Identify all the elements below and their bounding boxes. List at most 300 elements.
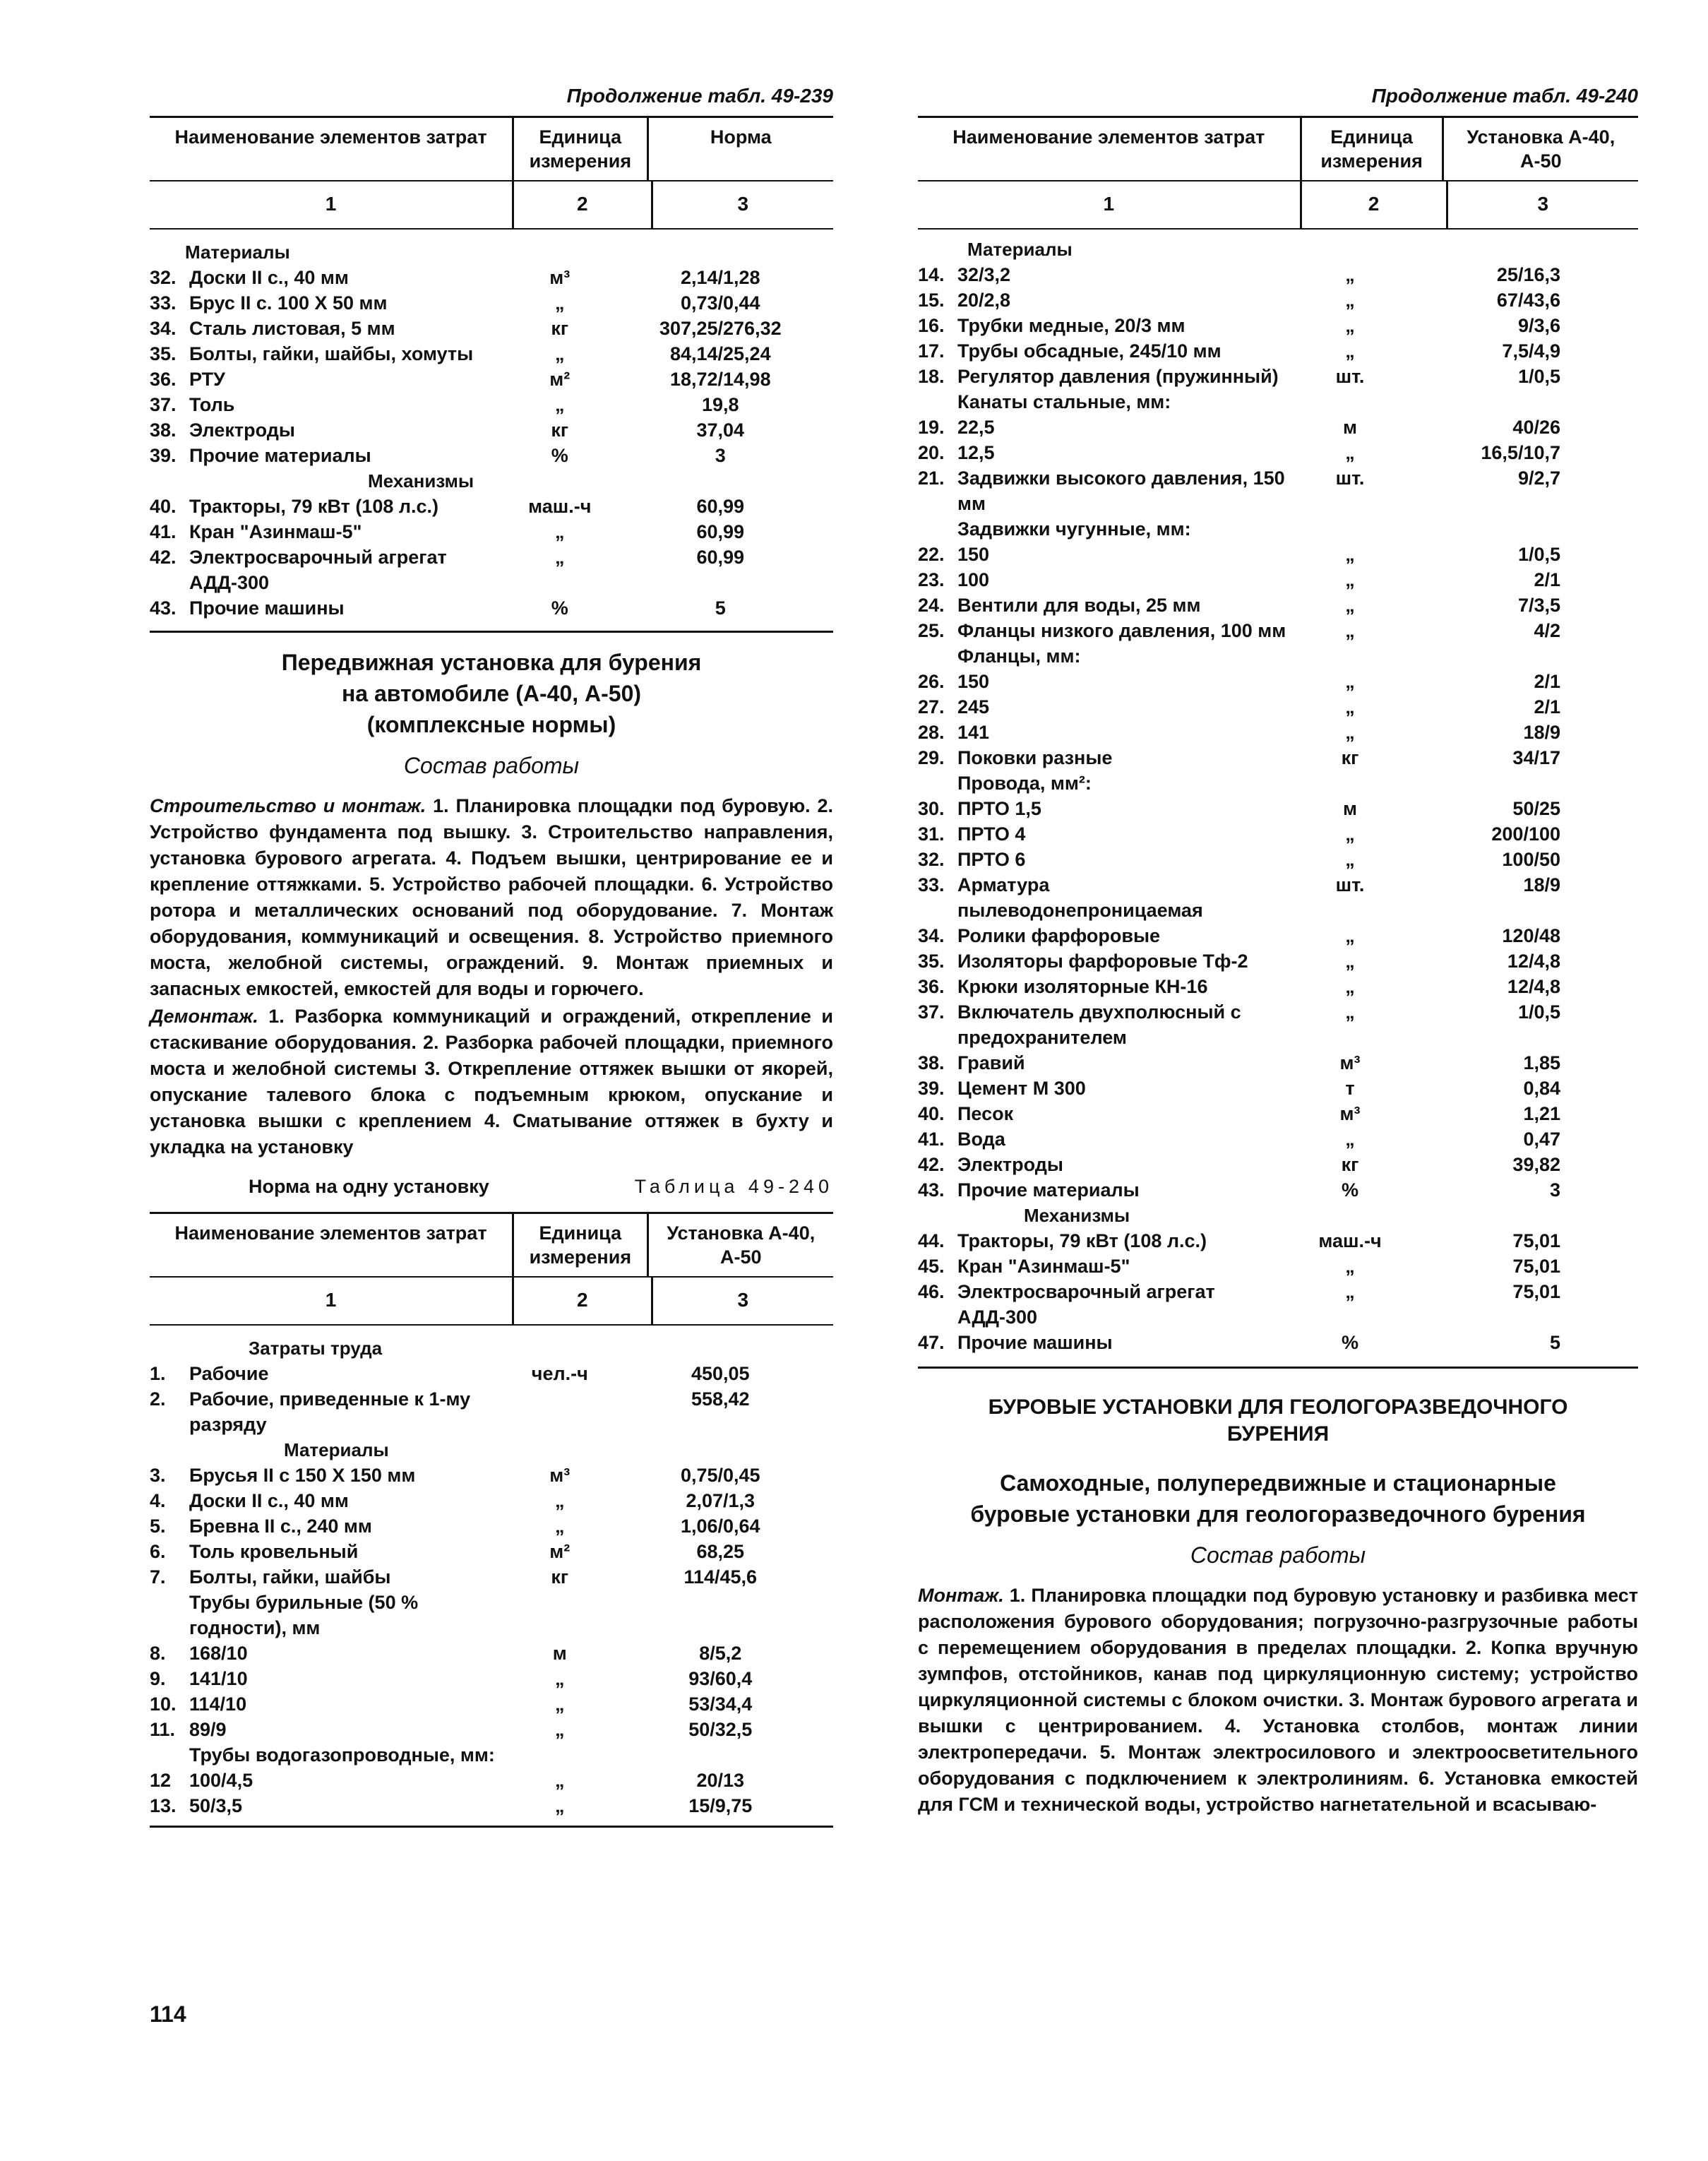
row-name: Доски II с., 40 мм bbox=[189, 267, 349, 288]
row-value: 60,99 bbox=[696, 496, 745, 517]
row-unit: „ bbox=[555, 1668, 565, 1689]
table-row bbox=[918, 923, 1638, 948]
row-number: 47. bbox=[918, 1332, 945, 1353]
col-number: 3 bbox=[737, 1289, 749, 1311]
row-unit: т bbox=[1345, 1078, 1355, 1099]
row-name: Цемент М 300 bbox=[957, 1078, 1086, 1099]
row-value: 0,47 bbox=[1523, 1129, 1560, 1150]
row-name: Арматура пылеводонепроницаемая bbox=[957, 874, 1203, 921]
row-value: 93/60,4 bbox=[688, 1668, 753, 1689]
row-value: 1,85 bbox=[1523, 1052, 1560, 1073]
row-number: 4. bbox=[150, 1490, 166, 1511]
row-number: 38. bbox=[150, 419, 177, 441]
row-number: 19. bbox=[918, 417, 945, 438]
row-name: Трубы бурильные (50 % годности), мм bbox=[189, 1592, 419, 1638]
chapter-title-line: БУРОВЫЕ УСТАНОВКИ ДЛЯ ГЕОЛОГОРАЗВЕДОЧНОГО bbox=[988, 1395, 1568, 1419]
paragraph-lead: Монтаж. bbox=[918, 1585, 1004, 1606]
row-value: 4/2 bbox=[1534, 620, 1560, 641]
row-number: 22. bbox=[918, 544, 945, 565]
table-row bbox=[918, 1228, 1638, 1254]
row-name: Гравий bbox=[957, 1052, 1025, 1073]
row-unit: „ bbox=[1345, 951, 1355, 972]
row-value: 5 bbox=[715, 597, 726, 619]
row-value: 7,5/4,9 bbox=[1502, 340, 1560, 362]
row-name: Тракторы, 79 кВт (108 л.с.) bbox=[957, 1230, 1207, 1251]
paragraph-lead: Демонтаж. bbox=[150, 1006, 258, 1027]
table-row bbox=[150, 544, 833, 595]
table-row bbox=[918, 745, 1638, 770]
row-value: 18,72/14,98 bbox=[669, 369, 771, 390]
row-number: 27. bbox=[918, 696, 945, 718]
table-body bbox=[918, 230, 1638, 1355]
row-name: 150 bbox=[957, 544, 990, 565]
table-row bbox=[918, 1050, 1638, 1076]
row-name: Толь кровельный bbox=[189, 1541, 359, 1562]
row-name: 141 bbox=[957, 722, 990, 743]
row-value: 3 bbox=[1549, 1179, 1560, 1201]
table2-header bbox=[150, 1214, 833, 1276]
row-value: 558,42 bbox=[691, 1388, 750, 1410]
row-number: 41. bbox=[918, 1129, 945, 1150]
row-number: 9. bbox=[150, 1668, 166, 1689]
row-number bbox=[150, 1590, 189, 1641]
paragraph-construction bbox=[150, 793, 833, 1002]
row-value: 34/17 bbox=[1512, 747, 1560, 768]
row-number: 43. bbox=[150, 597, 177, 619]
table-row bbox=[150, 443, 833, 468]
row-number: 3. bbox=[150, 1465, 166, 1486]
work-composition-title: Состав работы bbox=[1190, 1542, 1366, 1568]
row-name: 12,5 bbox=[957, 442, 995, 463]
row-value: 50/25 bbox=[1512, 798, 1560, 819]
row-value: 25/16,3 bbox=[1496, 264, 1560, 285]
row-name: 141/10 bbox=[189, 1668, 248, 1689]
left-column bbox=[150, 85, 833, 1828]
row-value: 18/9 bbox=[1523, 722, 1560, 743]
section-heading: Механизмы bbox=[367, 470, 474, 492]
table-row bbox=[918, 720, 1638, 745]
table-row bbox=[918, 948, 1638, 974]
row-number: 35. bbox=[918, 951, 945, 972]
section-heading: Механизмы bbox=[1024, 1205, 1130, 1226]
row-name: 245 bbox=[957, 696, 990, 718]
row-value: 8/5,2 bbox=[699, 1643, 742, 1664]
row-value bbox=[1400, 389, 1638, 415]
table-row bbox=[918, 847, 1638, 872]
table-row bbox=[918, 1279, 1638, 1330]
row-number: 8. bbox=[150, 1643, 166, 1664]
row-unit: маш.-ч bbox=[528, 496, 592, 517]
row-unit: „ bbox=[555, 547, 565, 568]
table-row bbox=[150, 1539, 833, 1564]
row-name: ПРТО 6 bbox=[957, 849, 1026, 870]
row-value bbox=[1400, 770, 1638, 796]
row-value: 37,04 bbox=[696, 419, 745, 441]
table-row bbox=[150, 1742, 833, 1768]
row-number: 39. bbox=[918, 1078, 945, 1099]
row-number: 40. bbox=[150, 496, 177, 517]
row-name: Брусья II с 150 X 150 мм bbox=[189, 1465, 416, 1486]
table-row bbox=[150, 1717, 833, 1742]
row-name: 32/3,2 bbox=[957, 264, 1011, 285]
row-value: 40/26 bbox=[1512, 417, 1560, 438]
row-unit: „ bbox=[1345, 823, 1355, 845]
paragraph-installation bbox=[918, 1583, 1638, 1818]
row-number: 41. bbox=[150, 521, 177, 542]
row-name: Крюки изоляторные КН-16 bbox=[957, 976, 1208, 997]
row-unit: „ bbox=[1345, 671, 1355, 692]
row-name: Песок bbox=[957, 1103, 1014, 1124]
row-unit: „ bbox=[1345, 976, 1355, 997]
row-number: 33. bbox=[150, 292, 177, 314]
table-row bbox=[150, 1691, 833, 1717]
section-heading: Материалы bbox=[967, 239, 1073, 260]
row-name: 89/9 bbox=[189, 1719, 227, 1740]
paragraph-text: 1. Планировка площадки под буровую. 2. Устройство фундамента под вышку. 3. Строительство направления, установка бурового агрегата. 4. Подъем вышки, центрирование ее и крепление оттяжками. 5. Устройство рабочей площадки. 6. Устройство ротора и металлических оснований под оборудование. 7. Монтаж оборудования, коммуникаций и освещения. 8. Устройство приемного моста, желобной системы, ограждений. 9. Монтаж приемных и запасных емкостей, емкостей для воды и горючего. bbox=[150, 795, 833, 999]
table-row bbox=[918, 1076, 1638, 1101]
row-value: 68,25 bbox=[696, 1541, 745, 1562]
table-header bbox=[150, 118, 833, 180]
row-unit: м² bbox=[549, 369, 571, 390]
row-name: Канаты стальные, мм: bbox=[957, 391, 1171, 412]
col-number: 2 bbox=[1300, 181, 1448, 228]
row-value: 20/13 bbox=[696, 1770, 745, 1791]
row-name: Электросварочный агрегат АДД-300 bbox=[189, 547, 447, 593]
row-name: Рабочие, приведенные к 1-му разряду bbox=[189, 1388, 471, 1435]
header-norm: Норма bbox=[710, 126, 772, 148]
row-value: 16,5/10,7 bbox=[1481, 442, 1560, 463]
table-row bbox=[918, 669, 1638, 694]
table-row bbox=[150, 1386, 833, 1437]
row-name: Прочие машины bbox=[957, 1332, 1113, 1353]
table-row bbox=[918, 821, 1638, 847]
row-number: 7. bbox=[150, 1566, 166, 1588]
table-row bbox=[150, 392, 833, 417]
row-unit: кг bbox=[551, 1566, 569, 1588]
row-name: Тракторы, 79 кВт (108 л.с.) bbox=[189, 496, 439, 517]
row-number: 10. bbox=[150, 1693, 177, 1715]
row-number: 23. bbox=[918, 569, 945, 590]
row-value: 18/9 bbox=[1523, 874, 1560, 895]
row-name: ПРТО 1,5 bbox=[957, 798, 1041, 819]
section-title-line: буровые установки для геологоразведочного бурения bbox=[970, 1501, 1586, 1527]
table2-bottom-rule bbox=[150, 1826, 833, 1828]
row-unit: шт. bbox=[1335, 366, 1365, 387]
row-number: 11. bbox=[150, 1719, 176, 1740]
row-number: 6. bbox=[150, 1541, 166, 1562]
table-caption-row bbox=[150, 1176, 833, 1198]
row-value: 114/45,6 bbox=[683, 1566, 758, 1588]
column-numbers bbox=[150, 1278, 833, 1324]
row-unit: „ bbox=[555, 292, 565, 314]
row-number: 43. bbox=[918, 1179, 945, 1201]
mechanisms-list bbox=[150, 494, 833, 621]
row-name: Прочие машины bbox=[189, 597, 345, 619]
row-value: 120/48 bbox=[1502, 925, 1560, 946]
row-value: 84,14/25,24 bbox=[669, 343, 771, 364]
col-number: 3 bbox=[1537, 193, 1549, 215]
table-row bbox=[918, 313, 1638, 338]
materials-list bbox=[150, 265, 833, 468]
row-value: 307,25/276,32 bbox=[659, 318, 782, 339]
table-row bbox=[918, 999, 1638, 1050]
col-number: 1 bbox=[325, 1289, 337, 1311]
row-unit: „ bbox=[555, 521, 565, 542]
row-name: Болты, гайки, шайбы, хомуты bbox=[189, 343, 474, 364]
row-unit: „ bbox=[1345, 544, 1355, 565]
table-number: Таблица 49-240 bbox=[634, 1176, 833, 1197]
table-row bbox=[918, 1330, 1638, 1355]
table-row bbox=[150, 519, 833, 544]
row-value: 0,84 bbox=[1523, 1078, 1560, 1099]
row-unit: кг bbox=[1341, 747, 1359, 768]
row-value: 15/9,75 bbox=[688, 1795, 753, 1816]
row-unit: „ bbox=[1345, 569, 1355, 590]
row-value: 2/1 bbox=[1534, 671, 1560, 692]
row-number: 35. bbox=[150, 343, 177, 364]
row-name: Вода bbox=[957, 1129, 1005, 1150]
table-row bbox=[150, 1590, 833, 1641]
row-name: Электроды bbox=[189, 419, 295, 441]
row-number bbox=[150, 1742, 189, 1768]
row-number: 42. bbox=[150, 547, 177, 568]
row-number: 38. bbox=[918, 1052, 945, 1073]
table-row bbox=[918, 1152, 1638, 1177]
row-value bbox=[1400, 516, 1638, 542]
row-unit: м bbox=[1343, 798, 1357, 819]
row-value: 0,73/0,44 bbox=[680, 292, 760, 314]
table-row bbox=[918, 338, 1638, 364]
row-value bbox=[608, 1590, 833, 1641]
table-row bbox=[150, 595, 833, 621]
row-number bbox=[918, 643, 957, 669]
table-continuation-caption: Продолжение табл. 49-239 bbox=[566, 85, 833, 107]
table-row bbox=[150, 1793, 833, 1818]
row-unit: м³ bbox=[1339, 1052, 1361, 1073]
row-unit: „ bbox=[555, 1719, 565, 1740]
row-unit bbox=[512, 1386, 608, 1437]
section-heading: Материалы bbox=[284, 1439, 389, 1460]
row-value: 60,99 bbox=[696, 547, 745, 568]
row-number: 28. bbox=[918, 722, 945, 743]
row-unit: % bbox=[1341, 1179, 1358, 1201]
table-row bbox=[918, 593, 1638, 618]
row-unit bbox=[1300, 643, 1401, 669]
header-name: Наименование элементов затрат bbox=[174, 126, 487, 148]
row-number: 16. bbox=[918, 315, 945, 336]
section-title-line: Самоходные, полупередвижные и стационарные bbox=[1000, 1470, 1556, 1496]
row-unit: шт. bbox=[1335, 874, 1365, 895]
table-row bbox=[918, 796, 1638, 821]
header-unit: Единица измерения bbox=[512, 1214, 649, 1276]
row-number bbox=[918, 770, 957, 796]
paragraph-text: 1. Планировка площадки под буровую установку и разбивка мест расположения бурового оборудования; погрузочно-разгрузочные работы с перемещением оборудования в пределах площадки. 2. Копка вручную зумпфов, отстойников, канав под циркуляционную систему; устройство циркуляционной системы с блоком очистки. 3. Монтаж бурового агрегата и вышки с центрированием. 4. Установка столбов, монтаж линии электропередачи. 5. Монтаж электросилового и электроосветительного оборудования с подключением к электролиниям. 6. Установка емкостей для ГСМ и технической воды, устройство нагнетательной и всасываю- bbox=[918, 1585, 1638, 1815]
table-row bbox=[918, 465, 1638, 516]
row-number: 21. bbox=[918, 468, 945, 489]
row-name: 100/4,5 bbox=[189, 1770, 253, 1791]
table-row bbox=[918, 389, 1638, 415]
row-value: 19,8 bbox=[701, 394, 739, 415]
row-unit: кг bbox=[551, 419, 569, 441]
row-value: 2/1 bbox=[1534, 696, 1560, 718]
header-installation: Установка А-40, А-50 bbox=[667, 1222, 816, 1268]
row-unit bbox=[1300, 770, 1401, 796]
row-name: 150 bbox=[957, 671, 990, 692]
section-heading: Затраты труда bbox=[249, 1338, 383, 1359]
row-number: 17. bbox=[918, 340, 945, 362]
materials-list bbox=[918, 262, 1638, 1203]
row-number: 46. bbox=[918, 1281, 945, 1302]
materials2-list bbox=[150, 1463, 833, 1818]
header-installation: Установка А-40, А-50 bbox=[1467, 126, 1616, 172]
row-value: 100/50 bbox=[1502, 849, 1560, 870]
row-name: Бревна II с., 240 мм bbox=[189, 1516, 372, 1537]
row-value: 0,75/0,45 bbox=[680, 1465, 760, 1486]
row-name: Ролики фарфоровые bbox=[957, 925, 1161, 946]
row-number: 12 bbox=[150, 1770, 172, 1791]
row-unit: кг bbox=[551, 318, 569, 339]
row-number: 34. bbox=[918, 925, 945, 946]
table-row bbox=[918, 1254, 1638, 1279]
row-value: 200/100 bbox=[1491, 823, 1560, 845]
row-name: Сталь листовая, 5 мм bbox=[189, 318, 395, 339]
row-unit: „ bbox=[1345, 722, 1355, 743]
row-unit: % bbox=[1341, 1332, 1358, 1353]
row-value: 12/4,8 bbox=[1507, 976, 1560, 997]
row-value: 2,14/1,28 bbox=[680, 267, 760, 288]
table-row bbox=[150, 1361, 833, 1386]
row-name: Фланцы, мм: bbox=[957, 645, 1081, 667]
row-unit: „ bbox=[555, 1693, 565, 1715]
row-value: 60,99 bbox=[696, 521, 745, 542]
table-row bbox=[918, 364, 1638, 389]
table-row bbox=[150, 265, 833, 290]
row-name: Кран "Азинмаш-5" bbox=[957, 1256, 1130, 1277]
section-title-line: на автомобиле (А-40, А-50) bbox=[341, 681, 642, 706]
row-name: Задвижки высокого давления, 150 мм bbox=[957, 468, 1285, 514]
row-number bbox=[918, 389, 957, 415]
row-name: Толь bbox=[189, 394, 235, 415]
row-value: 1/0,5 bbox=[1517, 1001, 1560, 1023]
col-number: 2 bbox=[512, 181, 653, 228]
table-row bbox=[150, 316, 833, 341]
row-number: 39. bbox=[150, 445, 177, 466]
row-name: 20/2,8 bbox=[957, 290, 1011, 311]
row-name: Трубки медные, 20/3 мм bbox=[957, 315, 1186, 336]
row-name: 114/10 bbox=[189, 1693, 247, 1715]
row-name: Электросварочный агрегат АДД-300 bbox=[957, 1281, 1215, 1328]
header-unit: Единица измерения bbox=[512, 118, 649, 180]
row-unit: „ bbox=[555, 1770, 565, 1791]
table-row bbox=[918, 542, 1638, 567]
row-unit bbox=[512, 1742, 608, 1768]
row-unit: „ bbox=[1345, 849, 1355, 870]
row-name: 100 bbox=[957, 569, 990, 590]
table-row bbox=[150, 1463, 833, 1488]
col-number: 1 bbox=[325, 193, 337, 215]
table-row bbox=[918, 440, 1638, 465]
row-unit: м³ bbox=[549, 1465, 571, 1486]
table-row bbox=[150, 1564, 833, 1590]
table-continuation-caption: Продолжение табл. 49-240 bbox=[1371, 85, 1638, 107]
row-number: 14. bbox=[918, 264, 945, 285]
row-number: 15. bbox=[918, 290, 945, 311]
row-number: 30. bbox=[918, 798, 945, 819]
row-unit: „ bbox=[1345, 925, 1355, 946]
table-row bbox=[918, 262, 1638, 287]
row-name: Фланцы низкого давления, 100 мм bbox=[957, 620, 1286, 641]
row-value: 450,05 bbox=[691, 1363, 750, 1384]
row-name: Прочие материалы bbox=[957, 1179, 1140, 1201]
row-value: 9/2,7 bbox=[1517, 468, 1560, 489]
row-unit: „ bbox=[1345, 595, 1355, 616]
row-unit: „ bbox=[1345, 1001, 1355, 1023]
row-name: Провода, мм²: bbox=[957, 773, 1092, 794]
paragraph-lead: Строительство и монтаж. bbox=[150, 795, 426, 816]
row-number: 36. bbox=[918, 976, 945, 997]
row-value: 2,07/1,3 bbox=[686, 1490, 756, 1511]
row-value: 1,06/0,64 bbox=[680, 1516, 760, 1537]
row-unit: % bbox=[551, 445, 568, 466]
row-unit: „ bbox=[1345, 290, 1355, 311]
row-number: 29. bbox=[918, 747, 945, 768]
column-numbers bbox=[918, 181, 1638, 228]
row-unit bbox=[1300, 516, 1401, 542]
row-name: Задвижки чугунные, мм: bbox=[957, 518, 1191, 540]
row-unit: „ bbox=[1345, 315, 1355, 336]
table-row bbox=[918, 618, 1638, 643]
row-unit: шт. bbox=[1335, 468, 1365, 489]
row-value bbox=[1400, 643, 1638, 669]
row-value: 1/0,5 bbox=[1517, 544, 1560, 565]
row-unit: % bbox=[551, 597, 568, 619]
table2-body bbox=[150, 1326, 833, 1818]
row-unit: „ bbox=[1345, 340, 1355, 362]
row-value: 2/1 bbox=[1534, 569, 1560, 590]
row-unit bbox=[1300, 389, 1401, 415]
row-number: 26. bbox=[918, 671, 945, 692]
section-title bbox=[150, 647, 833, 740]
row-value: 12/4,8 bbox=[1507, 951, 1560, 972]
row-number: 5. bbox=[150, 1516, 166, 1537]
row-number: 32. bbox=[150, 267, 177, 288]
table-row bbox=[150, 417, 833, 443]
row-number: 31. bbox=[918, 823, 945, 845]
column-numbers bbox=[150, 181, 833, 228]
section-title-line: (комплексные нормы) bbox=[366, 712, 616, 737]
row-number: 33. bbox=[918, 874, 945, 895]
row-name: Рабочие bbox=[189, 1363, 269, 1384]
row-number: 37. bbox=[150, 394, 177, 415]
row-value: 1/0,5 bbox=[1517, 366, 1560, 387]
row-number: 24. bbox=[918, 595, 945, 616]
row-unit: „ bbox=[555, 1795, 565, 1816]
row-unit: „ bbox=[1345, 1281, 1355, 1302]
row-number: 1. bbox=[150, 1363, 166, 1384]
chapter-title-line: БУРЕНИЯ bbox=[1226, 1422, 1330, 1446]
table-row bbox=[918, 516, 1638, 542]
row-number: 37. bbox=[918, 1001, 945, 1023]
row-unit: маш.-ч bbox=[1318, 1230, 1382, 1251]
row-number: 20. bbox=[918, 442, 945, 463]
row-number: 13. bbox=[150, 1795, 177, 1816]
row-unit: м bbox=[1343, 417, 1357, 438]
section-title bbox=[918, 1468, 1638, 1530]
row-name: Трубы водогазопроводные, мм: bbox=[189, 1744, 495, 1766]
row-value: 1,21 bbox=[1523, 1103, 1560, 1124]
row-number: 36. bbox=[150, 369, 177, 390]
row-value: 50/32,5 bbox=[688, 1719, 753, 1740]
